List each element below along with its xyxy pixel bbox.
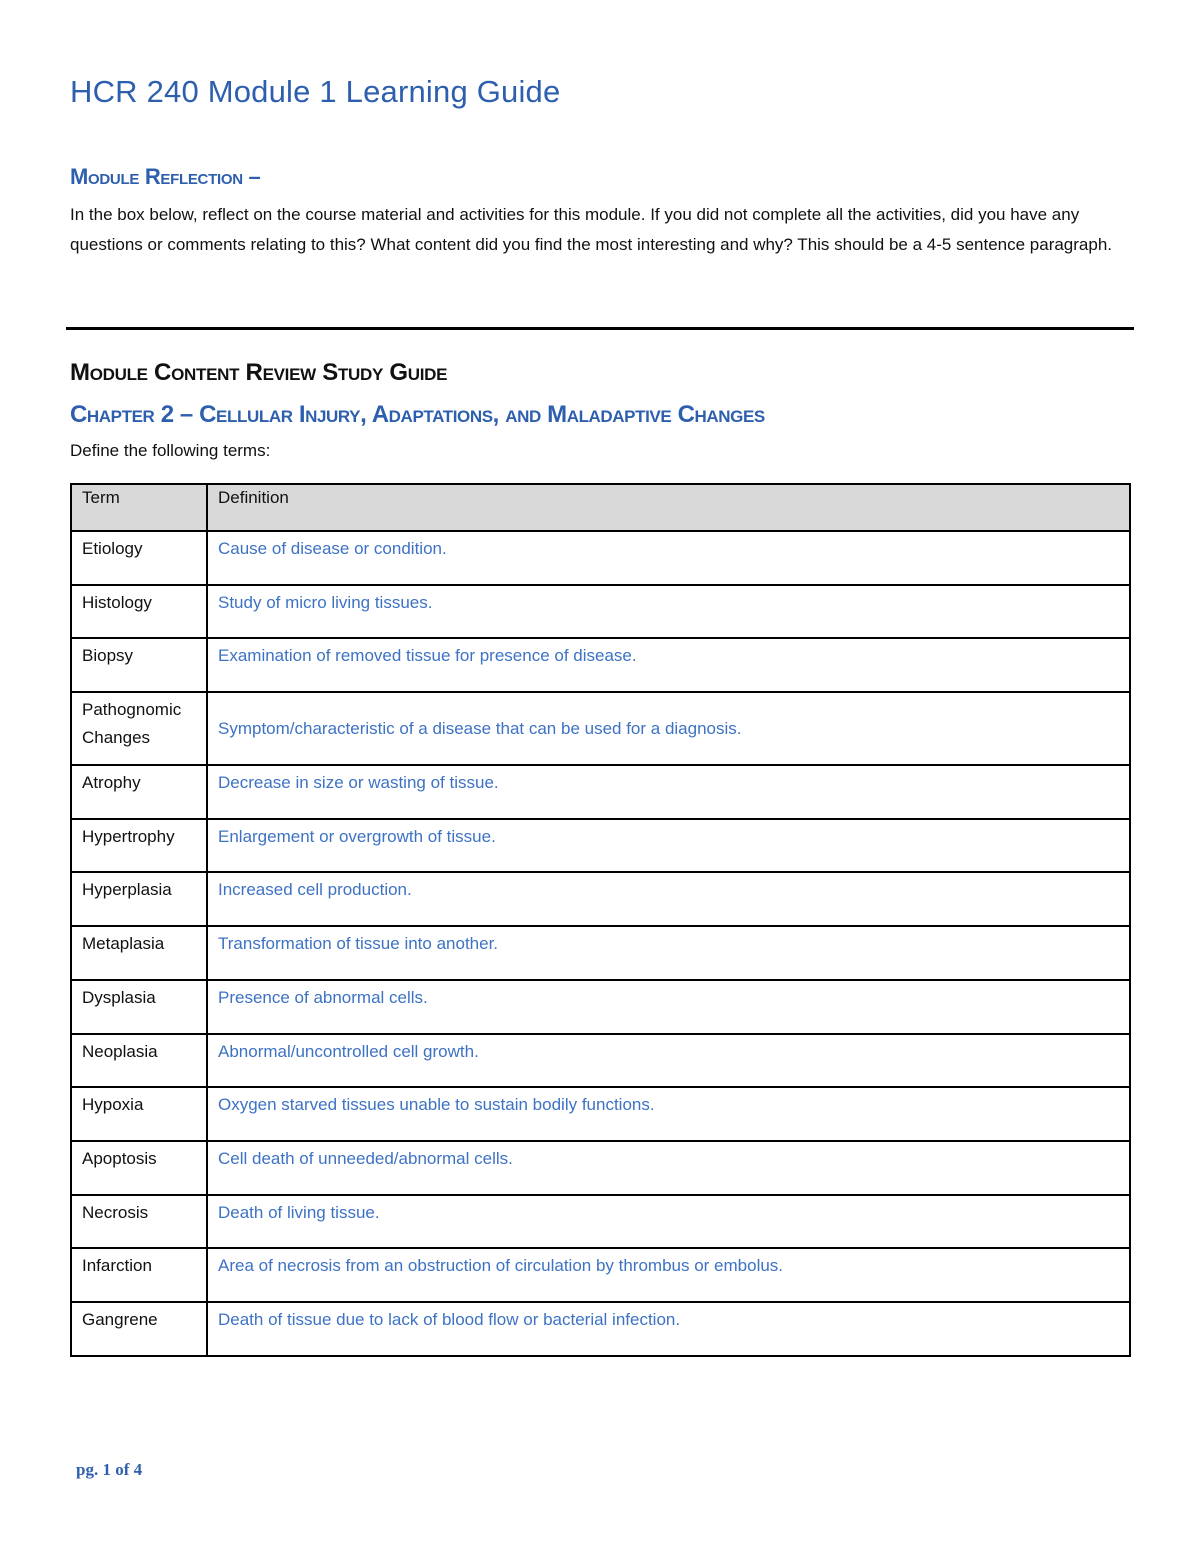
term-cell: Atrophy	[71, 765, 207, 819]
table-row	[71, 819, 1130, 873]
definition-column-header: Definition	[207, 484, 1130, 531]
table-row	[71, 872, 1130, 926]
table-row	[71, 531, 1130, 585]
table-row	[71, 1248, 1130, 1302]
term-cell: Metaplasia	[71, 926, 207, 980]
term-cell: Pathognomic Changes	[71, 692, 207, 765]
term-cell: Hypoxia	[71, 1087, 207, 1141]
table-row	[71, 692, 1130, 765]
definition-cell: Presence of abnormal cells.	[207, 980, 1130, 1034]
terms-table	[70, 483, 1131, 1357]
definition-cell: Abnormal/uncontrolled cell growth.	[207, 1034, 1130, 1088]
table-row	[71, 926, 1130, 980]
definition-cell: Transformation of tissue into another.	[207, 926, 1130, 980]
term-cell: Infarction	[71, 1248, 207, 1302]
page-number: pg. 1 of 4	[76, 1460, 143, 1479]
term-cell: Biopsy	[71, 638, 207, 692]
definition-cell: Study of micro living tissues.	[207, 585, 1130, 639]
term-cell: Apoptosis	[71, 1141, 207, 1195]
reflection-heading: Module Reflection –	[70, 164, 261, 189]
reflection-instructions: In the box below, reflect on the course material and activities for this module. If you did not complete all the activities, did you have any questions or comments relating to this? What content did you find the most interesting and why? This should be a 4-5 sentence paragraph.	[70, 205, 1113, 254]
term-cell: Hyperplasia	[71, 872, 207, 926]
term-cell: Gangrene	[71, 1302, 207, 1356]
document-title: HCR 240 Module 1 Learning Guide	[70, 74, 561, 109]
study-guide-heading: Module Content Review Study Guide	[70, 359, 448, 386]
term-cell: Hypertrophy	[71, 819, 207, 873]
definition-cell: Death of tissue due to lack of blood flow or bacterial infection.	[207, 1302, 1130, 1356]
term-cell: Dysplasia	[71, 980, 207, 1034]
definition-cell: Increased cell production.	[207, 872, 1130, 926]
horizontal-divider	[66, 327, 1134, 330]
definition-cell: Cause of disease or condition.	[207, 531, 1130, 585]
definition-cell: Enlargement or overgrowth of tissue.	[207, 819, 1130, 873]
table-row	[71, 585, 1130, 639]
table-row	[71, 1141, 1130, 1195]
definition-cell: Decrease in size or wasting of tissue.	[207, 765, 1130, 819]
chapter-heading: Chapter 2 – Cellular Injury, Adaptations, and Maladaptive Changes	[70, 401, 765, 428]
table-header-row	[71, 484, 1130, 531]
table-row	[71, 1034, 1130, 1088]
term-cell: Necrosis	[71, 1195, 207, 1249]
table-row	[71, 1302, 1130, 1356]
definition-cell: Area of necrosis from an obstruction of circulation by thrombus or embolus.	[207, 1248, 1130, 1302]
table-row	[71, 1087, 1130, 1141]
definition-cell: Oxygen starved tissues unable to sustain bodily functions.	[207, 1087, 1130, 1141]
table-row	[71, 1195, 1130, 1249]
term-column-header: Term	[71, 484, 207, 531]
definition-cell: Cell death of unneeded/abnormal cells.	[207, 1141, 1130, 1195]
definition-cell: Death of living tissue.	[207, 1195, 1130, 1249]
table-row	[71, 765, 1130, 819]
table-row	[71, 980, 1130, 1034]
definition-cell: Examination of removed tissue for presence of disease.	[207, 638, 1130, 692]
table-row	[71, 638, 1130, 692]
term-cell: Histology	[71, 585, 207, 639]
define-prompt: Define the following terms:	[70, 441, 271, 460]
term-cell: Etiology	[71, 531, 207, 585]
definition-cell: Symptom/characteristic of a disease that can be used for a diagnosis.	[207, 692, 1130, 765]
term-cell: Neoplasia	[71, 1034, 207, 1088]
